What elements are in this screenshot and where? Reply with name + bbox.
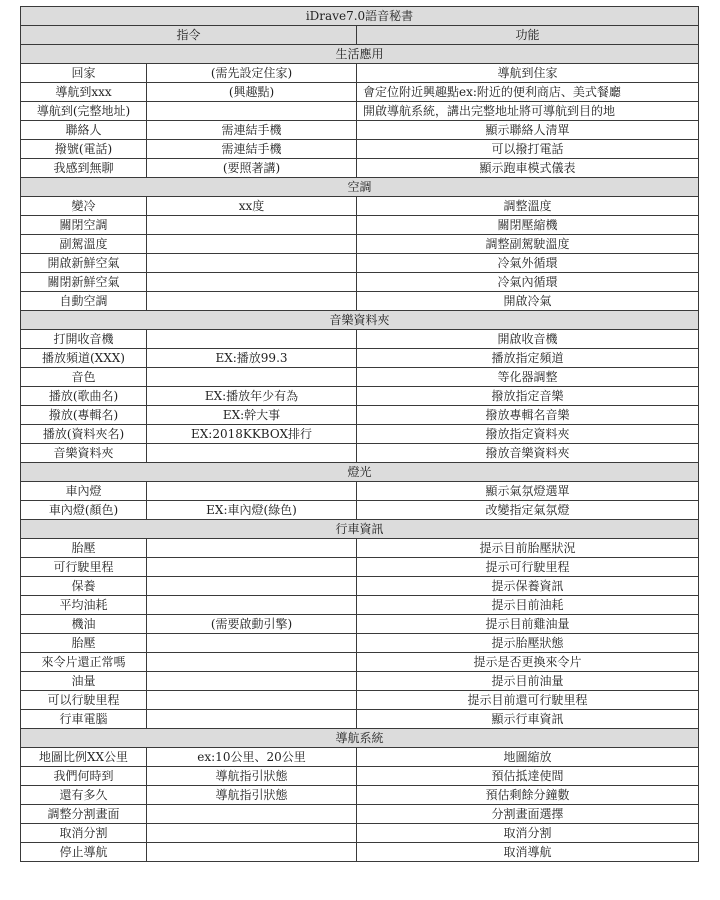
table-row (21, 197, 699, 216)
table-row (21, 64, 699, 83)
command-cell: 自動空調 (21, 292, 147, 311)
table-row (21, 273, 699, 292)
note-cell (147, 824, 357, 843)
function-cell: 地圖縮放 (357, 748, 699, 767)
table-row (21, 330, 699, 349)
function-cell: 撥放指定音樂 (357, 387, 699, 406)
function-cell: 可以撥打電話 (357, 140, 699, 159)
note-cell (147, 273, 357, 292)
table-row (21, 767, 699, 786)
command-cell: 可以行駛里程 (21, 691, 147, 710)
note-cell: EX:播放年少有為 (147, 387, 357, 406)
function-cell: 提示是否更換來令片 (357, 653, 699, 672)
command-cell: 音色 (21, 368, 147, 387)
note-cell: EX:播放99.3 (147, 349, 357, 368)
note-cell (147, 292, 357, 311)
note-cell (147, 653, 357, 672)
function-cell: 撥放音樂資料夾 (357, 444, 699, 463)
note-cell: 需連結手機 (147, 121, 357, 140)
command-cell: 行車電腦 (21, 710, 147, 729)
function-cell: 提示可行駛里程 (357, 558, 699, 577)
command-cell: 回家 (21, 64, 147, 83)
section-header-row (21, 729, 699, 748)
command-cell: 播放(資料夾名) (21, 425, 147, 444)
command-cell: 副駕溫度 (21, 235, 147, 254)
function-cell: 開啟收音機 (357, 330, 699, 349)
note-cell (147, 482, 357, 501)
note-cell (147, 691, 357, 710)
note-cell: (需要啟動引擎) (147, 615, 357, 634)
table-row (21, 672, 699, 691)
function-cell: 提示胎壓狀態 (357, 634, 699, 653)
function-cell: 冷氣外循環 (357, 254, 699, 273)
command-cell: 地圖比例XX公里 (21, 748, 147, 767)
function-cell: 分割畫面選擇 (357, 805, 699, 824)
command-cell: 車內燈(顏色) (21, 501, 147, 520)
note-cell (147, 558, 357, 577)
table-row (21, 349, 699, 368)
command-cell: 機油 (21, 615, 147, 634)
command-cell: 導航到(完整地址) (21, 102, 147, 121)
command-cell: 還有多久 (21, 786, 147, 805)
command-cell: 導航到xxx (21, 83, 147, 102)
function-cell: 撥放專輯名音樂 (357, 406, 699, 425)
function-cell: 顯示氣氛燈選單 (357, 482, 699, 501)
command-cell: 胎壓 (21, 634, 147, 653)
table-row (21, 216, 699, 235)
function-cell: 預估剩餘分鐘數 (357, 786, 699, 805)
function-cell: 提示目前雞油量 (357, 615, 699, 634)
command-cell: 我們何時到 (21, 767, 147, 786)
table-row (21, 577, 699, 596)
note-cell (147, 444, 357, 463)
voice-command-table (20, 6, 699, 862)
command-cell: 平均油耗 (21, 596, 147, 615)
table-row (21, 102, 699, 121)
table-row (21, 482, 699, 501)
note-cell (147, 634, 357, 653)
command-cell: 關閉空調 (21, 216, 147, 235)
function-cell: 改變指定氣氛燈 (357, 501, 699, 520)
header-command: 指令 (21, 26, 357, 45)
table-row (21, 558, 699, 577)
function-cell: 顯示行車資訊 (357, 710, 699, 729)
table-row (21, 748, 699, 767)
note-cell: EX:2018KKBOX排行 (147, 425, 357, 444)
function-cell: 調整副駕駛溫度 (357, 235, 699, 254)
table-row (21, 444, 699, 463)
function-cell: 提示目前胎壓狀況 (357, 539, 699, 558)
command-cell: 保養 (21, 577, 147, 596)
header-function: 功能 (357, 26, 699, 45)
table-row (21, 710, 699, 729)
table-row (21, 615, 699, 634)
note-cell (147, 102, 357, 121)
section-title: 行車資訊 (21, 520, 699, 539)
command-cell: 聯絡人 (21, 121, 147, 140)
note-cell (147, 254, 357, 273)
function-cell: 提示保養資訊 (357, 577, 699, 596)
command-cell: 開啟新鮮空氣 (21, 254, 147, 273)
note-cell: 導航指引狀態 (147, 786, 357, 805)
function-cell: 預估抵達使間 (357, 767, 699, 786)
note-cell: EX:車內燈(綠色) (147, 501, 357, 520)
table-row (21, 824, 699, 843)
command-cell: 播放頻道(XXX) (21, 349, 147, 368)
command-cell: 變冷 (21, 197, 147, 216)
command-cell: 我感到無聊 (21, 159, 147, 178)
section-header-row (21, 178, 699, 197)
note-cell: 需連結手機 (147, 140, 357, 159)
table-row (21, 539, 699, 558)
table-row (21, 121, 699, 140)
table-row (21, 843, 699, 862)
table-row (21, 235, 699, 254)
note-cell: (要照著講) (147, 159, 357, 178)
voice-command-sheet (20, 6, 698, 862)
command-cell: 油量 (21, 672, 147, 691)
function-cell: 開啟冷氣 (357, 292, 699, 311)
section-header-row (21, 45, 699, 64)
table-row (21, 786, 699, 805)
section-header-row (21, 311, 699, 330)
note-cell (147, 596, 357, 615)
command-cell: 取消分割 (21, 824, 147, 843)
table-row (21, 596, 699, 615)
function-cell: 播放指定頻道 (357, 349, 699, 368)
command-cell: 車內燈 (21, 482, 147, 501)
note-cell: ex:10公里、20公里 (147, 748, 357, 767)
note-cell (147, 805, 357, 824)
table-row (21, 805, 699, 824)
section-title: 音樂資料夾 (21, 311, 699, 330)
function-cell: 取消導航 (357, 843, 699, 862)
note-cell (147, 539, 357, 558)
sheet-title: iDrave7.0語音秘書 (21, 7, 699, 26)
table-row (21, 292, 699, 311)
function-cell: 提示目前還可行駛里程 (357, 691, 699, 710)
note-cell (147, 330, 357, 349)
section-header-row (21, 520, 699, 539)
note-cell (147, 235, 357, 254)
table-row (21, 501, 699, 520)
note-cell (147, 672, 357, 691)
command-cell: 可行駛里程 (21, 558, 147, 577)
command-cell: 關閉新鮮空氣 (21, 273, 147, 292)
function-cell: 撥放指定資料夾 (357, 425, 699, 444)
function-cell: 顯示跑車模式儀表 (357, 159, 699, 178)
function-cell: 導航到住家 (357, 64, 699, 83)
function-cell: 提示目前油量 (357, 672, 699, 691)
table-body (21, 7, 699, 862)
table-row (21, 406, 699, 425)
note-cell: (興趣點) (147, 83, 357, 102)
note-cell (147, 368, 357, 387)
section-title: 生活應用 (21, 45, 699, 64)
table-row (21, 425, 699, 444)
function-cell: 提示目前油耗 (357, 596, 699, 615)
table-row (21, 368, 699, 387)
note-cell (147, 216, 357, 235)
command-cell: 胎壓 (21, 539, 147, 558)
command-cell: 播放(歌曲名) (21, 387, 147, 406)
note-cell (147, 710, 357, 729)
command-cell: 撥放(專輯名) (21, 406, 147, 425)
command-cell: 調整分割畫面 (21, 805, 147, 824)
table-row (21, 387, 699, 406)
function-cell: 取消分割 (357, 824, 699, 843)
function-cell: 關閉壓縮機 (357, 216, 699, 235)
table-row (21, 634, 699, 653)
title-row (21, 7, 699, 26)
function-cell: 會定位附近興趣點ex:附近的便利商店、美式餐廳 (357, 83, 699, 102)
function-cell: 冷氣內循環 (357, 273, 699, 292)
note-cell: EX:幹大事 (147, 406, 357, 425)
function-cell: 顯示聯絡人清單 (357, 121, 699, 140)
table-row (21, 691, 699, 710)
header-row (21, 26, 699, 45)
command-cell: 音樂資料夾 (21, 444, 147, 463)
table-row (21, 159, 699, 178)
section-header-row (21, 463, 699, 482)
function-cell: 調整溫度 (357, 197, 699, 216)
section-title: 燈光 (21, 463, 699, 482)
table-row (21, 653, 699, 672)
note-cell (147, 577, 357, 596)
section-title: 導航系統 (21, 729, 699, 748)
table-row (21, 83, 699, 102)
command-cell: 撥號(電話) (21, 140, 147, 159)
command-cell: 停止導航 (21, 843, 147, 862)
note-cell: 導航指引狀態 (147, 767, 357, 786)
table-row (21, 140, 699, 159)
function-cell: 開啟導航系統，講出完整地址將可導航到目的地 (357, 102, 699, 121)
note-cell: (需先設定住家) (147, 64, 357, 83)
note-cell (147, 843, 357, 862)
table-row (21, 254, 699, 273)
note-cell: xx度 (147, 197, 357, 216)
command-cell: 打開收音機 (21, 330, 147, 349)
section-title: 空調 (21, 178, 699, 197)
function-cell: 等化器調整 (357, 368, 699, 387)
command-cell: 來令片還正常嗎 (21, 653, 147, 672)
